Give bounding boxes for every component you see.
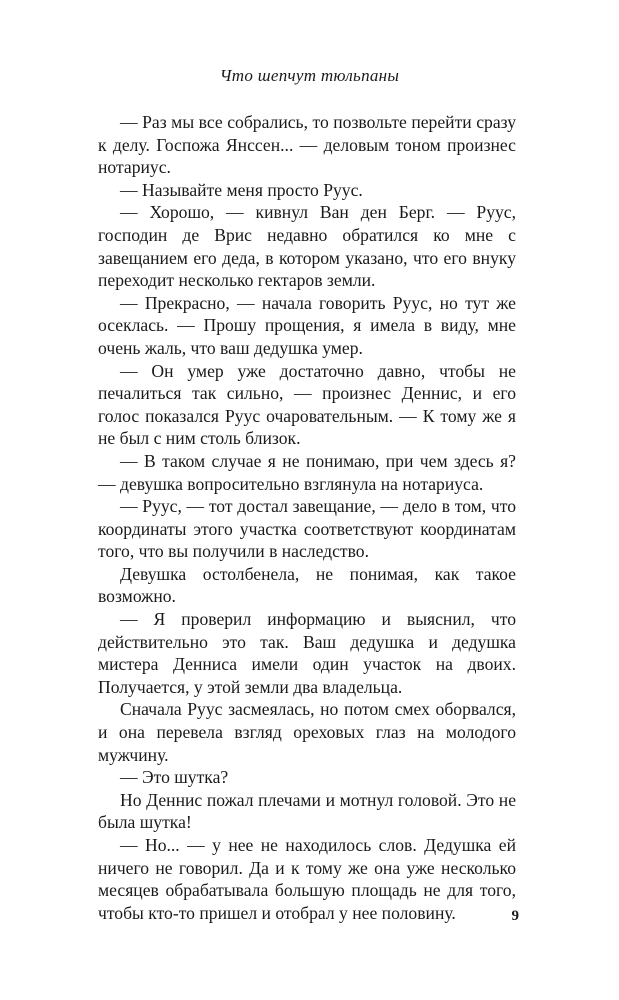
- paragraph-12: Но Деннис пожал плечами и мотнул головой. Это не была шутка!: [98, 789, 516, 833]
- paragraph-10: Сначала Руус засмеялась, но потом смех оборвался, и она перевела взгляд ореховых глаз на молодого мужчину.: [98, 699, 516, 765]
- paragraph-6: — В таком случае я не понимаю, при чем здесь я? — девушка вопросительно взглянула на нотариуса.: [98, 450, 516, 494]
- paragraph-1: — Раз мы все собрались, то позвольте перейти сразу к делу. Госпожа Янссен... — деловым тоном произнес нотариус.: [98, 112, 516, 178]
- paragraph-13: — Но... — у нее не находилось слов. Дедушка ей ничего не говорил. Да и к тому же она уже несколько месяцев обрабатывала большую площадь не для того, чтобы кто-то пришел и отобрал у нее половину.: [98, 835, 516, 923]
- paragraph-5: — Он умер уже достаточно давно, чтобы не печалиться так сильно, — произнес Деннис, и его голос показался Руус очаровательным. — К тому же я не был с ним столь близок.: [98, 360, 516, 449]
- page-number: 9: [511, 908, 519, 924]
- paragraph-7: — Руус, — тот достал завещание, — дело в том, что координаты этого участка соответствуют координатам того, что вы получили в наследство.: [98, 496, 516, 562]
- paragraph-9: — Я проверил информацию и выяснил, что действительно это так. Ваш дедушка и дедушка мистера Денниса имели один участок на двоих. Получается, у этой земли два владельца.: [98, 609, 516, 697]
- paragraph-8: Девушка остолбенела, не понимая, как такое возможно.: [98, 563, 516, 607]
- body-text: [98, 111, 516, 924]
- paragraph-11: — Это шутка?: [120, 767, 229, 788]
- paragraph-2: — Называйте меня просто Руус.: [120, 179, 363, 200]
- paragraph-3: — Хорошо, — кивнул Ван ден Берг. — Руус, господин де Врис недавно обратился ко мне с завещанием его деда, в котором указано, что его внуку переходит несколько гектаров земли.: [98, 202, 516, 291]
- running-head: Что шепчут тюльпаны: [219, 66, 400, 85]
- paragraph-4: — Прекрасно, — начала говорить Руус, но тут же осеклась. — Прошу прощения, я имела в виду, мне очень жаль, что ваш дедушка умер.: [98, 292, 516, 358]
